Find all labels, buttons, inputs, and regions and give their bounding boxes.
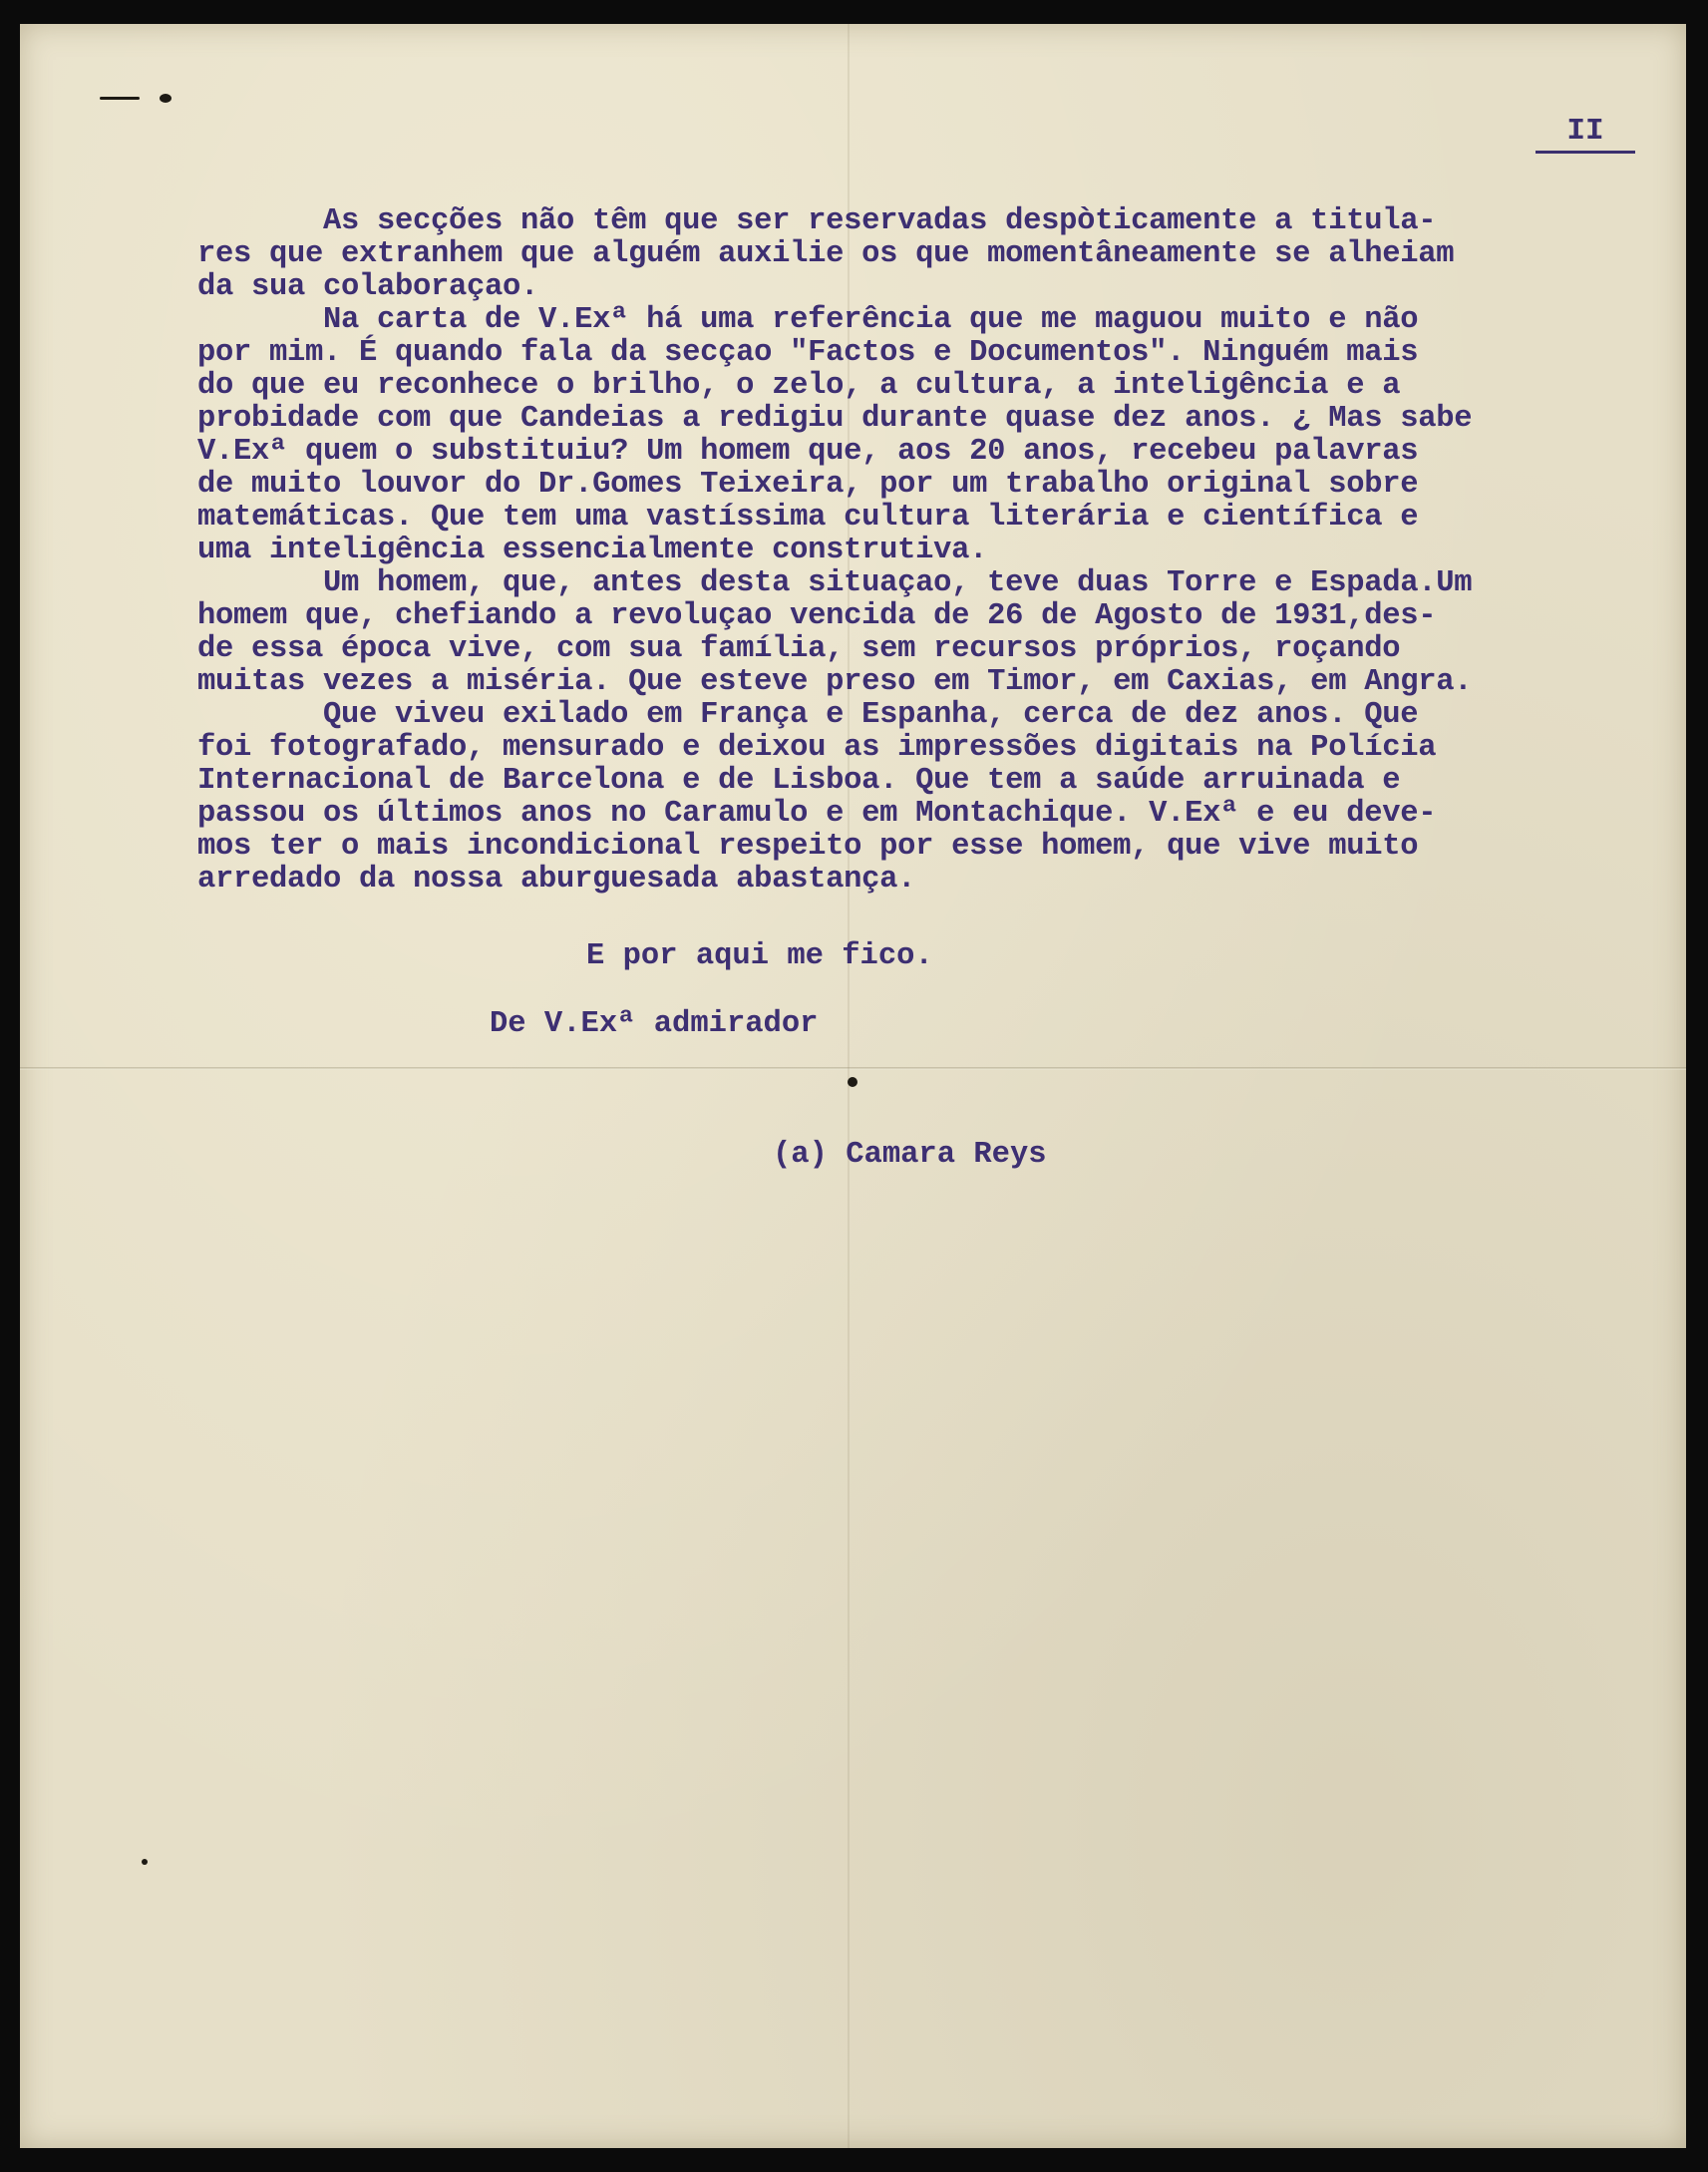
ink-speck-bottom-left bbox=[142, 1859, 148, 1865]
horizontal-fold-crease bbox=[20, 1067, 1686, 1070]
page-number: II bbox=[1536, 114, 1635, 154]
body-line: Um homem, que, antes desta situaçao, teve duas Torre e Espada.Um bbox=[197, 566, 1473, 600]
body-line: de essa época vive, com sua família, sem recursos próprios, roçando bbox=[197, 632, 1401, 666]
body-line: res que extranhem que alguém auxilie os que momentâneamente se alheiam bbox=[197, 237, 1455, 271]
valediction: De V.Exª admirador bbox=[490, 1007, 819, 1041]
ink-speck-top-left bbox=[160, 94, 171, 103]
body-line: V.Exª quem o substituiu? Um homem que, aos 20 anos, recebeu palavras bbox=[197, 435, 1419, 469]
body-line: muitas vezes a miséria. Que esteve preso em Timor, em Caxias, em Angra. bbox=[197, 665, 1473, 699]
body-line: matemáticas. Que tem uma vastíssima cultura literária e científica e bbox=[197, 501, 1419, 535]
letter-body bbox=[197, 205, 1633, 897]
body-line: probidade com que Candeias a redigiu durante quase dez anos. ¿ Mas sabe bbox=[197, 402, 1473, 436]
body-line: mos ter o mais incondicional respeito por esse homem, que vive muito bbox=[197, 830, 1419, 864]
closing-phrase: E por aqui me fico. bbox=[586, 939, 933, 973]
body-line: Que viveu exilado em França e Espanha, cerca de dez anos. Que bbox=[197, 698, 1419, 732]
body-line: foi fotografado, mensurado e deixou as impressões digitais na Polícia bbox=[197, 731, 1437, 765]
body-line: de muito louvor do Dr.Gomes Teixeira, por um trabalho original sobre bbox=[197, 468, 1419, 502]
ink-speck-center-fold bbox=[848, 1077, 857, 1087]
body-line: As secções não têm que ser reservadas despòticamente a titula- bbox=[197, 204, 1437, 238]
signature: (a) Camara Reys bbox=[773, 1138, 1047, 1172]
body-line: passou os últimos anos no Caramulo e em Montachique. V.Exª e eu deve- bbox=[197, 797, 1437, 831]
body-line: Internacional de Barcelona e de Lisboa. Que tem a saúde arruinada e bbox=[197, 764, 1401, 798]
body-line: da sua colaboraçao. bbox=[197, 270, 539, 304]
body-line: arredado da nossa aburguesada abastança. bbox=[197, 863, 916, 897]
body-line: uma inteligência essencialmente construtiva. bbox=[197, 534, 988, 567]
body-line: por mim. É quando fala da secçao "Factos e Documentos". Ninguém mais bbox=[197, 336, 1419, 370]
ink-speck-top-left-2 bbox=[100, 97, 140, 100]
body-line: Na carta de V.Exª há uma referência que me maguou muito e não bbox=[197, 303, 1419, 337]
body-line: homem que, chefiando a revoluçao vencida de 26 de Agosto de 1931,des- bbox=[197, 599, 1437, 633]
body-line: do que eu reconhece o brilho, o zelo, a cultura, a inteligência e a bbox=[197, 369, 1401, 403]
